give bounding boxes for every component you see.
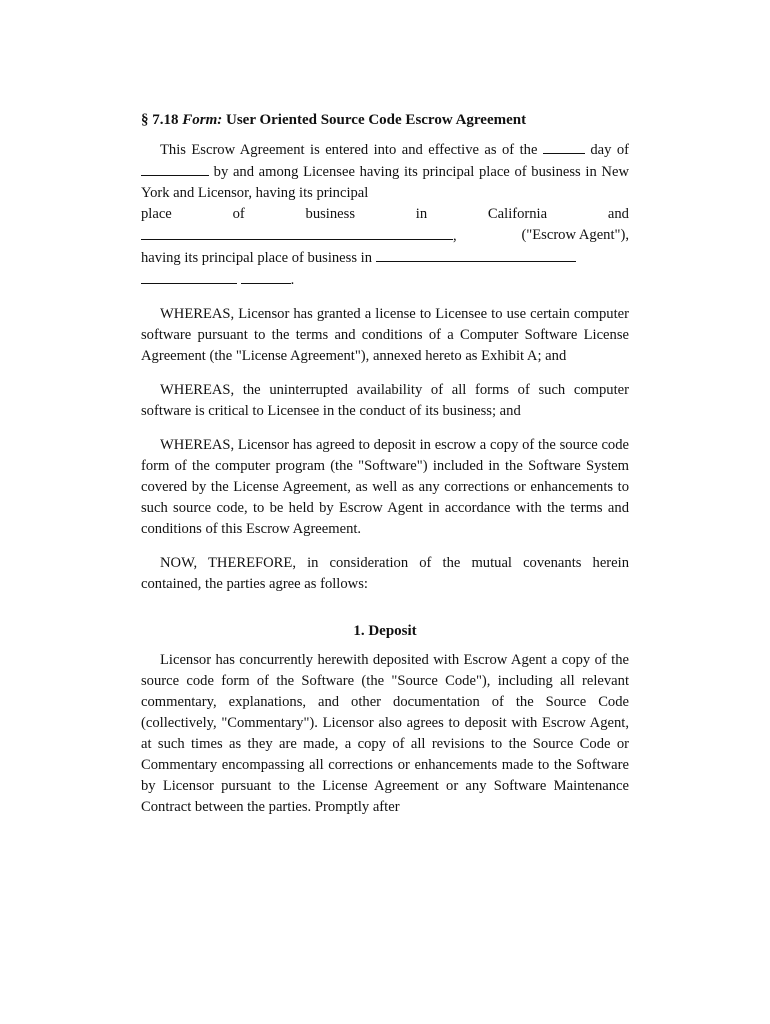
deposit-paragraph: Licensor has concurrently herewith deposited with Escrow Agent a copy of the source code form of the Software (the "Source Code"), including all relevant commentary, explanations, and other documentation of the Source Code (collectively, "Commentary"). Licensor also agrees to deposit with Escrow Agent, at such times as they are made, a copy of all revisions to the Source Code or Commentary encompassing all corrections or enhancements made to the Software by Licensor pursuant to the License Agreement or any Software Maintenance Contract between the parties. Promptly after [141, 652, 629, 815]
address-blank-2 [141, 269, 237, 284]
section-title [141, 110, 629, 131]
intro-spread-line [141, 204, 629, 225]
agreement-title: User Oriented Source Code Escrow Agreement [226, 112, 527, 128]
intro-word: in [415, 206, 428, 222]
intro-word: place [141, 206, 172, 222]
intro-agent-line [141, 225, 629, 247]
intro-text-3: by and among Licensee having its principal place of business in New York and Licensor, having its principal [141, 164, 629, 201]
day-blank [543, 139, 585, 154]
intro-text-5: , [453, 228, 457, 244]
address-blank-3 [241, 269, 291, 284]
intro-final-line [141, 269, 629, 291]
intro-word: of [232, 206, 245, 222]
intro-address-line [141, 247, 629, 269]
section-form-label: Form: [182, 112, 223, 128]
intro-text-2: day of [590, 142, 629, 158]
deposit-heading: 1. Deposit [353, 623, 417, 639]
now-therefore-paragraph: NOW, THEREFORE, in consideration of the mutual covenants herein contained, the parties agree as follows: [141, 555, 629, 592]
intro-paragraph [141, 139, 629, 291]
address-blank [376, 247, 576, 262]
intro-word: and [607, 206, 629, 222]
intro-word: California [487, 206, 548, 222]
whereas-paragraph-3: WHEREAS, Licensor has agreed to deposit in escrow a copy of the source code form of the computer program (the "Software") included in the Software System covered by the License Agreement, as well as any corrections or enhancements to such source code, to be held by Escrow Agent in accordance with the terms and conditions of this Escrow Agreement. [141, 437, 629, 537]
intro-word: business [305, 206, 355, 222]
intro-text-1: This Escrow Agreement is entered into and effective as of the [160, 142, 538, 158]
month-blank [141, 161, 209, 176]
whereas-paragraph-2: WHEREAS, the uninterrupted availability of all forms of such computer software is critical to Licensee in the conduct of its business; and [141, 382, 629, 419]
document-body [141, 110, 629, 818]
section-number: § 7.18 [141, 112, 179, 128]
escrow-agent-blank [141, 225, 453, 240]
intro-text-6: ("Escrow Agent"), [521, 227, 629, 243]
whereas-paragraph-1: WHEREAS, Licensor has granted a license to Licensee to use certain computer software pursuant to the terms and conditions of a Computer Software License Agreement (the "License Agreement"), annexed hereto as Exhibit A; and [141, 306, 629, 364]
intro-text-7: having its principal place of business in [141, 250, 373, 266]
intro-period: . [290, 272, 295, 288]
